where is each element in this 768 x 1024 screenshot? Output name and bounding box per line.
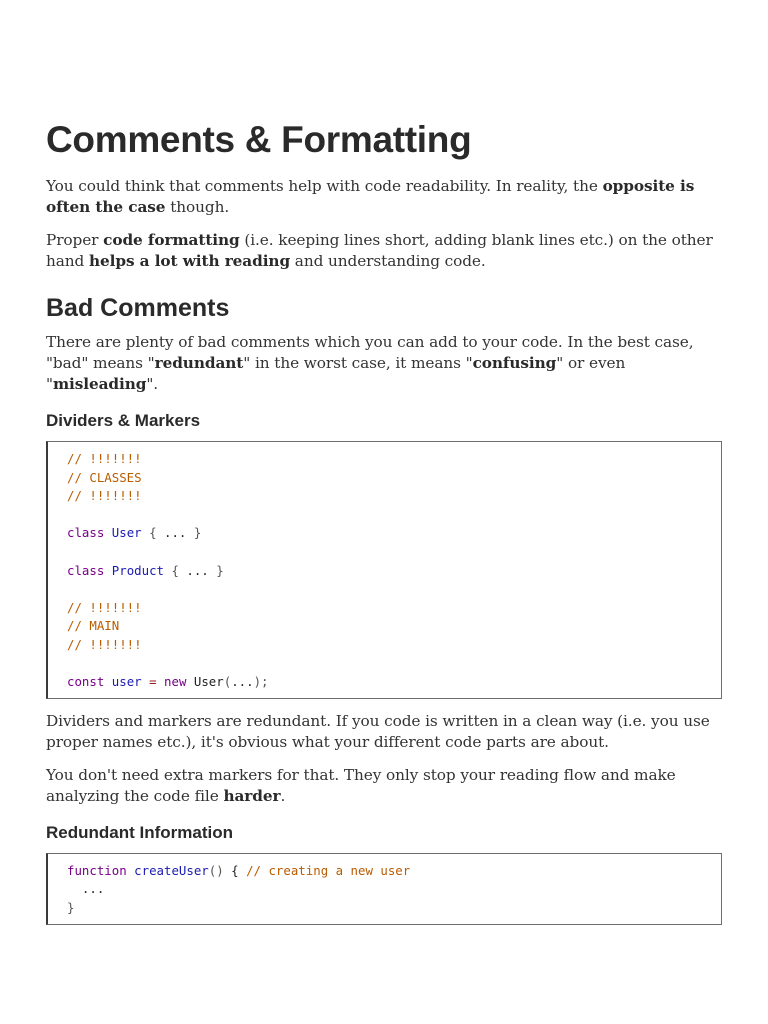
content [46,118,722,937]
code-block-redundant [46,853,722,925]
code-blank-line [67,655,702,674]
text: You could think that comments help with code readability. In reality, the [46,177,603,195]
code-punct: () [208,862,224,878]
dividers-paragraph-2 [46,765,722,807]
text: . [280,786,286,805]
code-function-name: createUser [134,862,209,878]
bold-text: helps a lot with reading [88,252,291,270]
code-keyword: class [67,525,105,541]
code-line [67,862,702,881]
code-comment: // creating a new user [246,862,411,878]
code-blank-line [67,580,702,599]
code-comment: // !!!!!!! [67,636,142,652]
code-operator: = [149,674,157,690]
bold-text: harder [223,786,281,805]
code-punct: { [231,862,239,878]
section-heading-bad-comments: Bad Comments [46,294,230,322]
code-class-name: Product [111,562,164,578]
code-line: } [67,899,75,915]
text: though. [165,198,230,216]
text: There are plenty of bad comments which you can add to your code. In the best case, "bad" means " [46,333,694,372]
code-line [67,524,702,543]
text: Proper [46,231,104,249]
code-comment: // CLASSES [67,469,142,485]
code-block-dividers [46,441,722,699]
code-punct: } [208,562,224,578]
code-punct: { [149,525,165,541]
intro-paragraph-1 [46,176,722,218]
code-line: ... [67,881,105,897]
page-title: Comments & Formatting [46,119,472,160]
code-keyword: class [67,562,105,578]
intro-paragraph-2 [46,230,722,272]
code-comment: // !!!!!!! [67,488,142,504]
bold-text: misleading [52,375,147,393]
bold-text: code formatting [103,231,240,249]
bold-text: redundant [154,354,244,372]
dividers-paragraph-1: Dividers and markers are redundant. If you code is written in a clean way (i.e. you use proper names etc.), it's obvious what your different code parts are about. [46,711,710,751]
bold-text: confusing [472,354,557,372]
code-text: ... [164,525,187,541]
text: You don't need extra markers for that. They only stop your reading flow and make analyzing the code file [46,765,676,805]
code-keyword: function [67,862,127,878]
subheading-redundant-information: Redundant Information [46,822,233,842]
text: and understanding code. [290,252,486,270]
code-blank-line [67,543,702,562]
code-punct: } [186,525,202,541]
code-text: ... [231,674,254,690]
code-class-name: User [111,525,142,541]
code-punct: { [171,562,187,578]
code-punct: ( [223,674,232,690]
text: " or even " [46,354,626,393]
bad-comments-paragraph [46,332,722,395]
code-text: ... [186,562,209,578]
text: " in the worst case, it means " [243,354,473,372]
code-punct: ); [253,674,269,690]
code-line [67,673,702,692]
code-comment: // !!!!!!! [67,599,142,615]
code-comment: // MAIN [67,618,120,634]
code-comment: // !!!!!!! [67,451,142,466]
bold-text: opposite is often the case [46,177,695,216]
code-class-name: User [193,674,224,690]
subheading-dividers-markers: Dividers & Markers [46,411,201,430]
code-blank-line [67,506,702,525]
code-variable: user [111,674,142,690]
text: ". [146,375,159,393]
text: (i.e. keeping lines short, adding blank lines etc.) on the other hand [46,231,713,270]
code-line [67,562,702,581]
code-keyword: const [67,674,105,690]
code-keyword: new [164,674,187,690]
